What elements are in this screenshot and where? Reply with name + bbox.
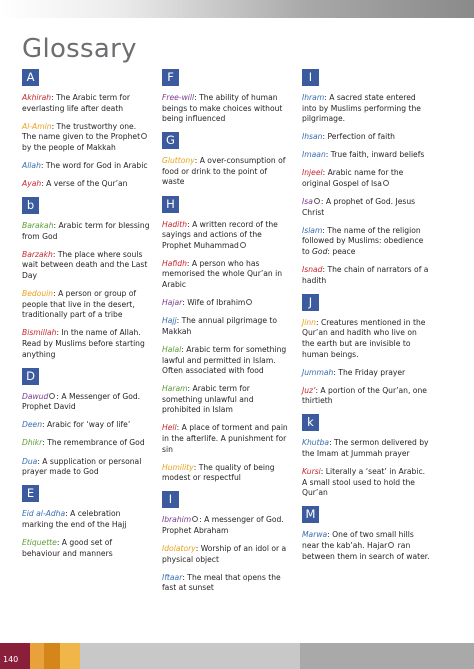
- glossary-definition: : Arabic term for something unlawful and prohibited in Islam: [162, 384, 254, 415]
- glossary-entry: [162, 573, 290, 594]
- glossary-entry: [302, 197, 430, 218]
- pbuh-icon: [314, 198, 320, 204]
- glossary-entry: [22, 250, 150, 282]
- glossary-entry: [302, 530, 430, 562]
- glossary-entry: [162, 93, 290, 125]
- glossary-entry: [22, 438, 150, 449]
- glossary-column-3: [302, 69, 430, 570]
- glossary-definition-continued: by the people of Makkah: [22, 142, 116, 152]
- glossary-definition: : Arabic term for blessing from God: [22, 221, 150, 241]
- glossary-entry: [22, 161, 150, 172]
- glossary-term: Akhirah: [22, 93, 52, 102]
- glossary-definition: : True faith, inward beliefs: [325, 150, 425, 160]
- glossary-term: Eid al-Adha: [22, 509, 66, 519]
- glossary-definition: : The place where souls wait between death and the Last Day: [22, 249, 148, 281]
- glossary-entry: [302, 386, 430, 407]
- glossary-entry: [302, 132, 430, 143]
- glossary-term: Injeel: [302, 168, 323, 178]
- glossary-definition: : A place of torment and pain in the afterlife. A punishment for sin: [162, 423, 288, 454]
- section-letter-box: I: [302, 69, 319, 86]
- glossary-entry: [22, 179, 150, 190]
- glossary-definition: : A Messenger of God. Prophet David: [22, 391, 141, 412]
- glossary-entry: [22, 420, 150, 431]
- glossary-definition: : A supplication or personal prayer made to God: [22, 456, 142, 477]
- glossary-term: Jinn: [302, 317, 316, 327]
- glossary-entry: [22, 122, 150, 154]
- glossary-term: Ibrahim: [162, 515, 192, 525]
- glossary-entry: [302, 226, 430, 258]
- glossary-definition-continued: : peace: [327, 247, 356, 257]
- glossary-term: Hafidh: [162, 258, 187, 268]
- page-number: 140: [3, 655, 19, 664]
- glossary-entry: [162, 345, 290, 377]
- glossary-term: Al-Amin: [22, 121, 52, 131]
- glossary-entry: [22, 289, 150, 321]
- glossary-entry: [22, 93, 150, 114]
- footer-band: [0, 643, 474, 669]
- glossary-term: Allah: [22, 160, 41, 170]
- glossary-term: Haram: [162, 384, 188, 394]
- glossary-term: Dawud: [22, 391, 49, 401]
- glossary-entry: [302, 438, 430, 459]
- glossary-term: Bedouin: [22, 289, 54, 299]
- section-letter-box: A: [22, 69, 39, 86]
- pbuh-icon: [240, 242, 246, 248]
- glossary-entry: [302, 467, 430, 499]
- glossary-definition: : Arabic term for something lawful and permitted in Islam. Often associated with food: [162, 344, 287, 376]
- glossary-entry: [302, 368, 430, 379]
- glossary-definition: : A over-consumption of food or drink to the point of waste: [162, 156, 286, 187]
- glossary-entry: [302, 318, 430, 360]
- glossary-term: Jummah: [302, 367, 334, 377]
- glossary-entry: [302, 265, 430, 286]
- pbuh-icon: [388, 542, 394, 548]
- footer-segment: [60, 643, 80, 669]
- glossary-definition: : A portion of the Qur’an, one thirtieth: [302, 385, 427, 406]
- glossary-definition: : A verse of the Qur’an: [41, 179, 128, 189]
- pbuh-icon: [49, 393, 55, 399]
- glossary-entry: [162, 316, 290, 337]
- glossary-entry: [162, 384, 290, 416]
- glossary-term: Etiquette: [22, 537, 57, 547]
- glossary-definition: : The chain of narrators of a hadith: [302, 265, 429, 285]
- glossary-definition: : A sacred state entered into by Muslims performing the pilgrimage.: [302, 93, 421, 124]
- glossary-term: Free-will: [162, 93, 195, 102]
- glossary-definition: : The remembrance of God: [42, 438, 145, 448]
- glossary-definition: : In the name of Allah. Read by Muslims before starting anything: [22, 328, 145, 359]
- glossary-term: Hell: [162, 423, 177, 433]
- glossary-term: Barzakh: [22, 249, 53, 259]
- glossary-term: Isnad: [302, 265, 323, 275]
- glossary-term: Idolatory: [162, 544, 196, 554]
- glossary-entry: [162, 515, 290, 536]
- glossary-entry: [162, 298, 290, 309]
- glossary-definition-emphasis: God: [312, 247, 328, 257]
- section-letter-box: E: [22, 485, 39, 502]
- glossary-term: Halal: [162, 344, 182, 354]
- glossary-term: Imaan: [302, 150, 326, 160]
- glossary-definition: : The name of the religion followed by Muslims: obedience to: [302, 225, 424, 257]
- glossary-term: Bismillah: [22, 328, 57, 338]
- glossary-definition-continued: ran between them in search of water.: [302, 541, 430, 561]
- glossary-entry: [162, 463, 290, 484]
- glossary-term: Hadith: [162, 219, 188, 229]
- glossary-definition: : The meal that opens the fast at sunset: [162, 572, 281, 593]
- glossary-term: Ihsan: [302, 132, 323, 142]
- section-letter-box: H: [162, 196, 179, 213]
- glossary-column-1: [22, 69, 150, 567]
- section-letter-box: J: [302, 294, 319, 311]
- glossary-term: Isa: [302, 197, 313, 207]
- glossary-term: Khutba: [302, 438, 330, 448]
- glossary-entry: [162, 259, 290, 291]
- glossary-entry: [302, 150, 430, 161]
- glossary-definition: : The Friday prayer: [333, 367, 406, 377]
- glossary-entry: [22, 328, 150, 360]
- footer-segment: [44, 643, 60, 669]
- glossary-entry: [22, 392, 150, 413]
- glossary-entry: [22, 538, 150, 559]
- glossary-term: Dua: [22, 456, 38, 466]
- page-title: Glossary: [22, 34, 137, 64]
- glossary-column-2: [162, 69, 290, 602]
- glossary-definition: : Literally a ‘seat’ in Arabic. A small stool used to hold the Qur’an: [302, 467, 426, 498]
- glossary-definition: : The annual pilgrimage to Makkah: [162, 316, 278, 336]
- glossary-term: Iftaar: [162, 572, 183, 582]
- glossary-term: Marwa: [302, 530, 328, 540]
- glossary-definition: : A written record of the sayings and actions of the Prophet Muhammad: [162, 219, 278, 250]
- glossary-definition: : A good set of behaviour and manners: [22, 537, 113, 558]
- glossary-term: Gluttony: [162, 156, 195, 166]
- section-letter-box: I: [162, 491, 179, 508]
- section-letter-box: F: [162, 69, 179, 86]
- glossary-definition: : The ability of human beings to make choices without being influenced: [162, 93, 283, 124]
- glossary-entry: [162, 423, 290, 455]
- glossary-definition: : A celebration marking the end of the Hajj: [22, 509, 127, 529]
- glossary-definition: : The Arabic term for everlasting life after death: [22, 93, 130, 113]
- pbuh-icon: [141, 133, 147, 139]
- glossary-entry: [22, 457, 150, 478]
- glossary-entry: [302, 93, 430, 125]
- glossary-term: Ihram: [302, 93, 325, 102]
- section-letter-box: M: [302, 506, 319, 523]
- glossary-term: Deen: [22, 420, 43, 430]
- glossary-definition: : Perfection of faith: [322, 132, 395, 142]
- glossary-term: Juz’: [302, 385, 316, 395]
- glossary-definition: : The word for God in Arabic: [40, 160, 148, 170]
- glossary-definition: : One of two small hills near the kab’ah. Hajar: [302, 530, 414, 551]
- glossary-definition: : The sermon delivered by the Imam at Jummah prayer: [302, 438, 429, 459]
- header-band: [0, 0, 474, 18]
- glossary-definition: : A prophet of God. Jesus Christ: [302, 197, 416, 217]
- footer-segment: [300, 643, 474, 669]
- glossary-term: Barakah: [22, 221, 54, 231]
- glossary-definition: : A messenger of God. Prophet Abraham: [162, 515, 284, 536]
- pbuh-icon: [246, 299, 252, 305]
- glossary-entry: [22, 221, 150, 242]
- section-letter-box: b: [22, 197, 39, 214]
- glossary-definition: : Arabic name for the original Gospel of Isa: [302, 168, 404, 189]
- glossary-definition: : The trustworthy one. The name given to the Prophet: [22, 121, 141, 142]
- section-letter-box: D: [22, 368, 39, 385]
- glossary-term: Islam: [302, 225, 323, 235]
- glossary-definition: : A person who has memorised the whole Qur’an in Arabic: [162, 258, 283, 290]
- footer-segment: [80, 643, 300, 669]
- glossary-definition: : Worship of an idol or a physical object: [162, 544, 287, 564]
- glossary-term: Kursi: [302, 467, 321, 477]
- glossary-term: Humility: [162, 462, 194, 472]
- glossary-entry: [302, 168, 430, 189]
- section-letter-box: k: [302, 414, 319, 431]
- footer-segment: [30, 643, 44, 669]
- glossary-entry: [22, 509, 150, 530]
- section-letter-box: G: [162, 132, 179, 149]
- glossary-term: Hajj: [162, 316, 177, 326]
- glossary-definition: : A person or group of people that live in the desert, traditionally part of a tribe: [22, 289, 137, 320]
- pbuh-icon: [383, 180, 389, 186]
- glossary-definition: : Creatures mentioned in the Qur’an and hadith who live on the earth but are invisible to human beings.: [302, 317, 426, 359]
- pbuh-icon: [192, 516, 198, 522]
- glossary-entry: [162, 220, 290, 252]
- glossary-term: Dhikr: [22, 438, 43, 448]
- glossary-entry: [162, 156, 290, 188]
- glossary-term: Ayah: [22, 179, 42, 189]
- glossary-definition: : Arabic for ‘way of life’: [42, 420, 131, 430]
- glossary-definition: : The quality of being modest or respectful: [162, 462, 275, 483]
- glossary-entry: [162, 544, 290, 565]
- glossary-definition: : Wife of Ibrahim: [182, 298, 246, 308]
- glossary-term: Hajar: [162, 298, 183, 308]
